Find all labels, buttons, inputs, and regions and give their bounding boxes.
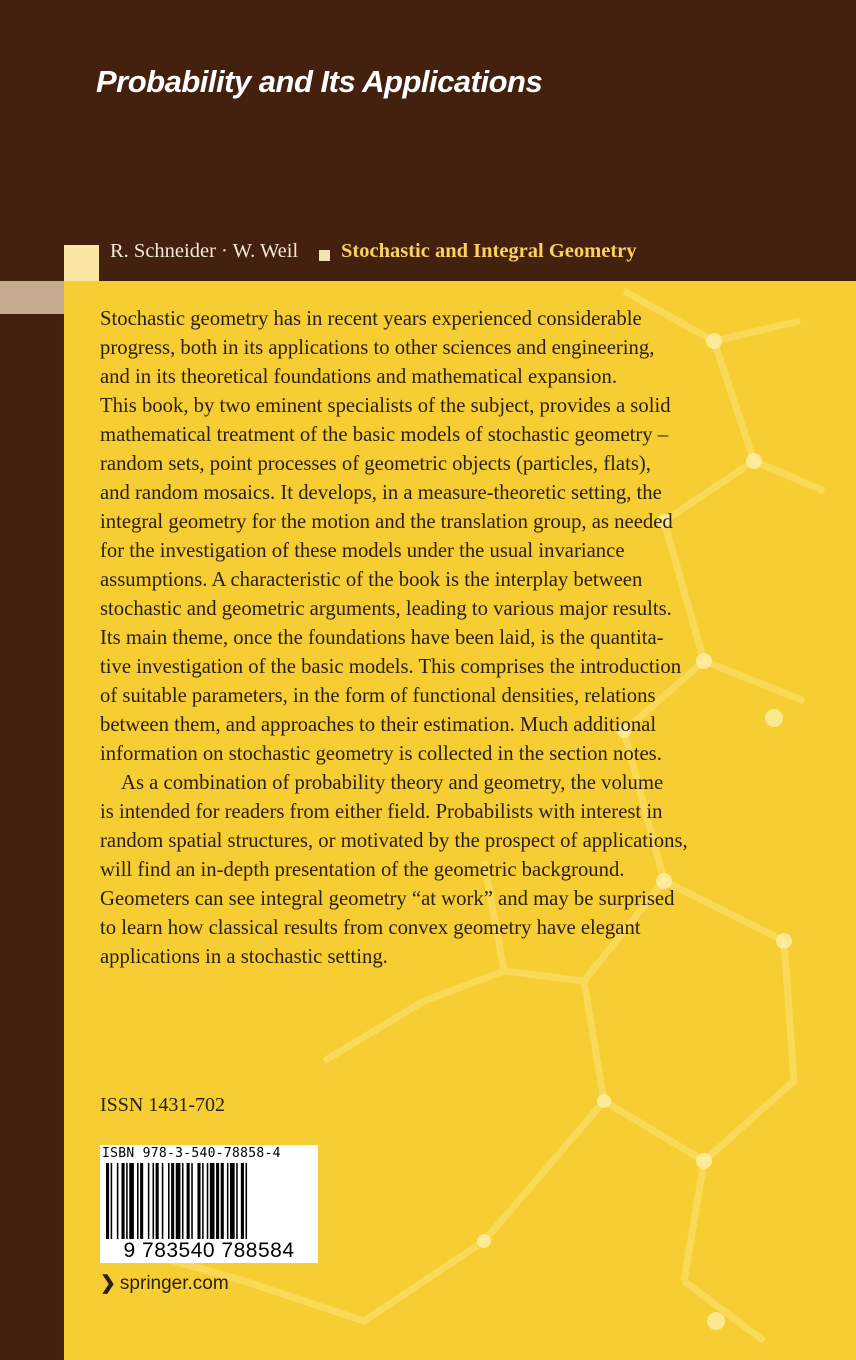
isbn-barcode (100, 1145, 318, 1263)
blurb-text (100, 305, 760, 972)
blurb-line: random spatial structures, or motivated by the prospect of applications, (100, 830, 688, 852)
author-marker-square (64, 245, 99, 281)
blurb-line: integral geometry for the motion and the translation group, as needed (100, 511, 673, 533)
blurb-line: stochastic and geometric arguments, leading to various major results. (100, 598, 672, 620)
blurb-line: of suitable parameters, in the form of functional densities, relations (100, 685, 656, 707)
blurb-line: between them, and approaches to their estimation. Much additional (100, 714, 657, 736)
separator-square (319, 250, 330, 261)
blurb-line: progress, both in its applications to other sciences and engineering, (100, 337, 655, 359)
isbn-digits: 9 783540 788584 (123, 1239, 295, 1262)
publisher-link-text: springer.com (119, 1273, 229, 1294)
blurb-line: Its main theme, once the foundations have been laid, is the quantita- (100, 627, 664, 649)
issn: ISSN 1431-702 (100, 1094, 226, 1116)
book-title: Stochastic and Integral Geometry (341, 240, 637, 262)
blurb-line: This book, by two eminent specialists of the subject, provides a solid (100, 395, 671, 417)
series-title: Probability and Its Applications (96, 64, 543, 99)
blurb-line: assumptions. A characteristic of the book is the interplay between (100, 569, 643, 591)
blurb-line: As a combination of probability theory and geometry, the volume (121, 772, 664, 794)
blurb-line: is intended for readers from either field. Probabilists with interest in (100, 801, 663, 823)
blurb-line: for the investigation of these models under the usual invariance (100, 540, 625, 562)
blurb-line: and random mosaics. It develops, in a measure-theoretic setting, the (100, 482, 662, 504)
authors: R. Schneider · W. Weil (110, 240, 299, 262)
blurb-line: applications in a stochastic setting. (100, 946, 388, 968)
blurb-line: information on stochastic geometry is collected in the section notes. (100, 743, 662, 765)
barcode-bars (106, 1163, 312, 1239)
side-band (0, 281, 64, 314)
isbn-label: ISBN 978-3-540-78858-4 (102, 1146, 281, 1161)
chevron-right-icon: ❯ (100, 1273, 116, 1294)
blurb-line: and in its theoretical foundations and mathematical expansion. (100, 366, 618, 388)
blurb-line: tive investigation of the basic models. This comprises the introduction (100, 656, 682, 678)
publisher-link[interactable] (100, 1272, 229, 1295)
blurb-line: Stochastic geometry has in recent years experienced considerable (100, 308, 642, 330)
blurb-line: Geometers can see integral geometry “at work” and may be surprised (100, 888, 675, 910)
blurb-line: mathematical treatment of the basic models of stochastic geometry – (100, 424, 669, 446)
blurb-line: will find an in-depth presentation of the geometric background. (100, 859, 625, 881)
blurb-line: random sets, point processes of geometric objects (particles, flats), (100, 453, 651, 475)
blurb-line: to learn how classical results from convex geometry have elegant (100, 917, 641, 939)
